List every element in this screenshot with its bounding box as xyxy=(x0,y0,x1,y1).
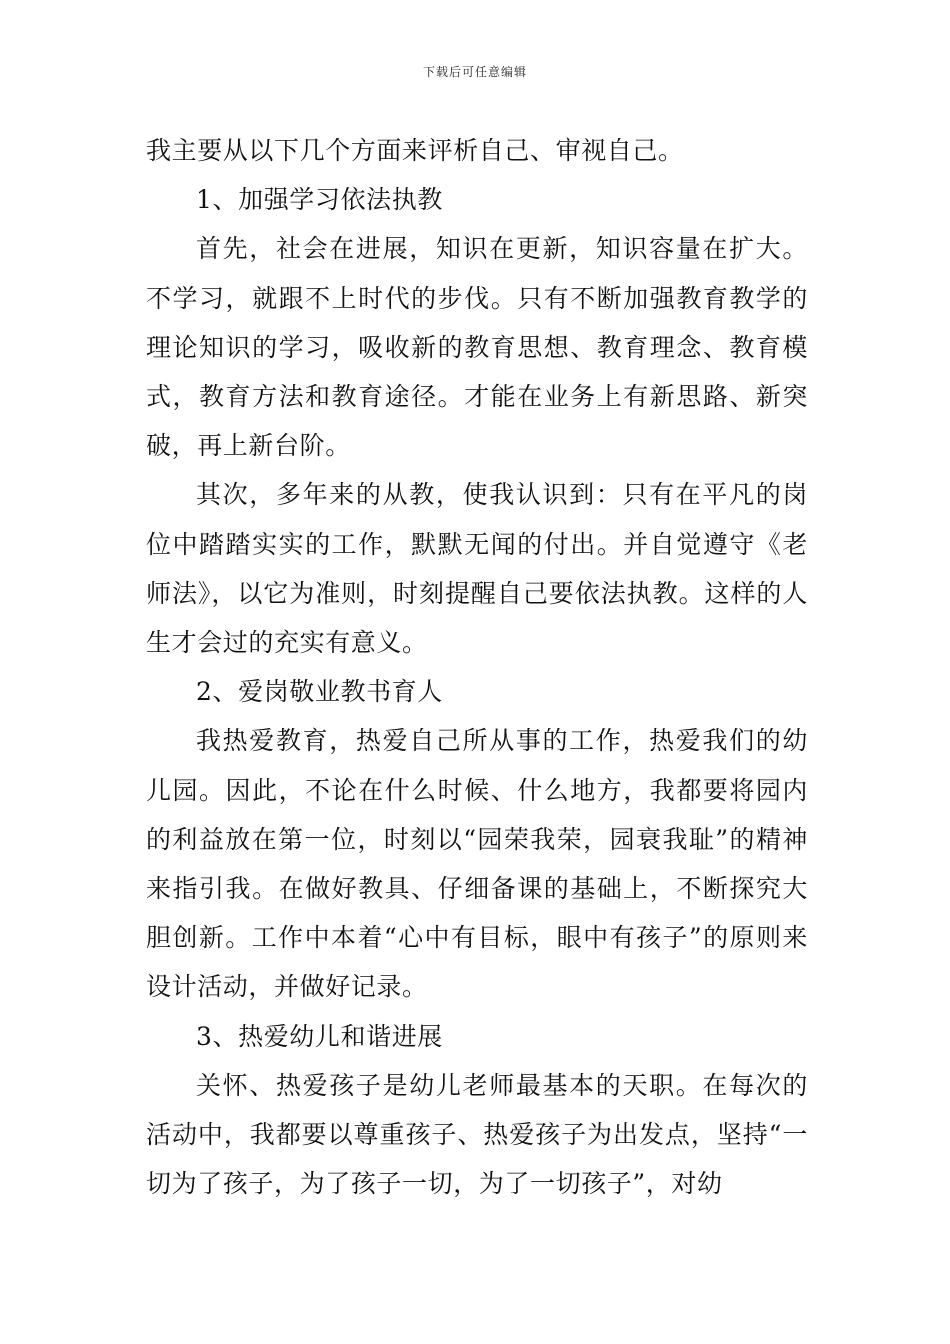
section-heading-1: 1、加强学习依法执教 xyxy=(196,185,443,215)
paragraph-first: 首先，社会在进展，知识在更新，知识容量在扩大。不学习，就跟不上时代的步伐。只有不断加强教育教学的理论知识的学习，吸收新的教育思想、教育理念、教育模式，教育方法和教育途径。才能在业务上有新思路、新突破，再上新台阶。 xyxy=(146,234,808,461)
paragraph-care-children: 关怀、热爱孩子是幼儿老师最基本的天职。在每次的活动中，我都要以尊重孩子、热爱孩子为出发点，坚持“一切为了孩子，为了孩子一切，为了一切孩子”，对幼 xyxy=(146,1070,808,1199)
paragraph-love-education: 我热爱教育，热爱自己所从事的工作，热爱我们的幼儿园。因此，不论在什么时候、什么地方，我都要将园内的利益放在第一位，时刻以“园荣我荣，园衰我耻”的精神来指引我。在做好教具、仔细备课的基础上，不断探究大胆创新。工作中本着“心中有目标，眼中有孩子”的原则来设计活动，并做好记录。 xyxy=(146,726,808,1002)
document-body xyxy=(146,126,808,1208)
section-heading-2: 2、爱岗敬业教书育人 xyxy=(196,677,443,707)
section-heading-3: 3、热爱幼儿和谐进展 xyxy=(196,1021,443,1051)
paragraph-second: 其次，多年来的从教，使我认识到：只有在平凡的岗位中踏踏实实的工作，默默无闻的付出。并自觉遵守《老师法》，以它为准则，时刻提醒自己要依法执教。这样的人生才会过的充实有意义。 xyxy=(146,480,808,658)
paragraph-intro: 我主要从以下几个方面来评析自己、审视自己。 xyxy=(146,136,684,165)
page-header: 下载后可任意编辑 xyxy=(422,65,527,79)
